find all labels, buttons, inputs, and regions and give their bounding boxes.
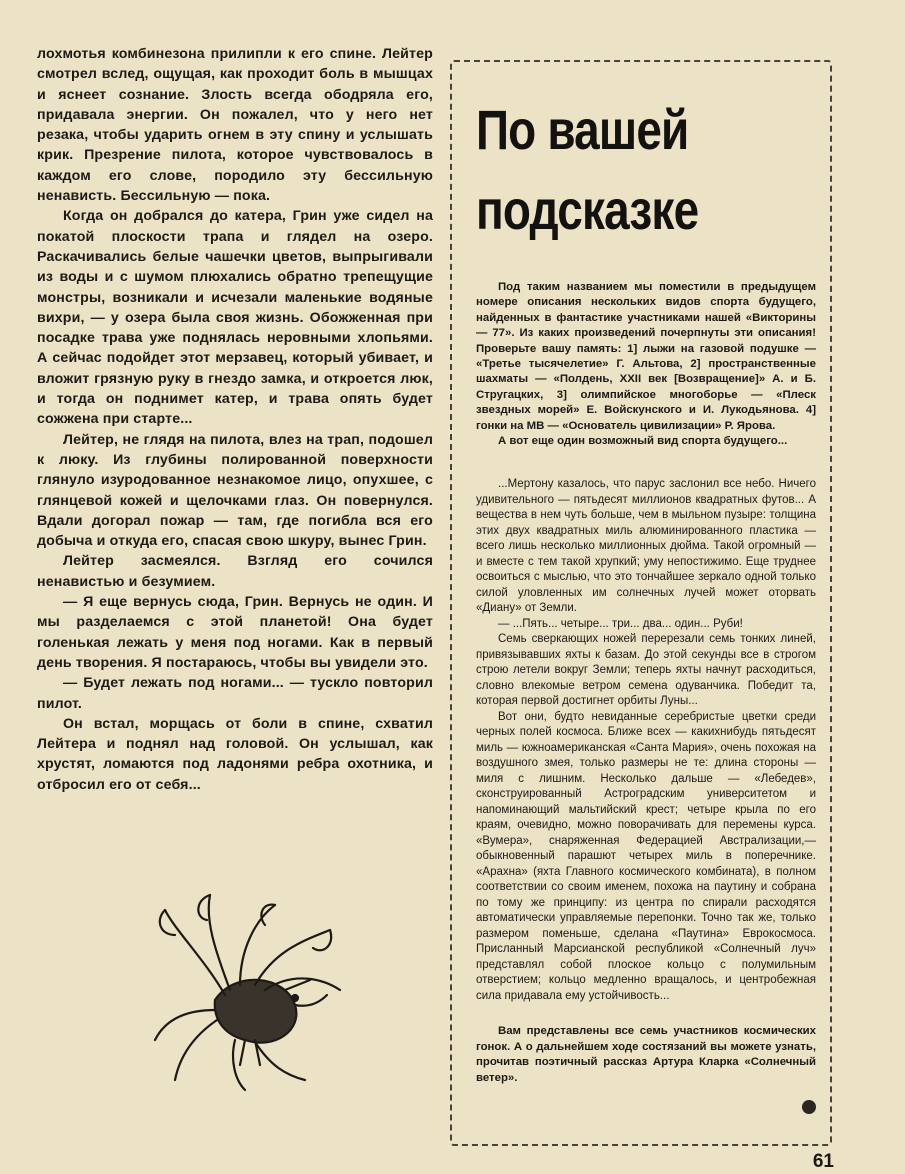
intro-paragraph: Под таким названием мы поместили в предыдущем номере описания нескольких видов спорта будущего, найденных в фантастике участниками нашей «Викторины — 77». Из каких произведений почерпнуты эти описания! Проверьте вашу память: 1] лыжи на газовой подушке — «Третье тысячелетие» Г. Альтова, 2] пространственные шахматы — «Полдень, XXII век [Возвращение]» А. и Б. Стругацких, 3] олимпийское многоборье — «Плеск звездных морей» Е. Войскунского и И. Лукодьянова. 4] гонки на МВ — «Основатель цивилизации» Р. Ярова. xyxy=(476,281,816,432)
box-story-excerpt xyxy=(476,477,816,1004)
paragraph: Когда он добрался до катера, Грин уже сидел на покатой плоскости трапа и глядел на озеро. Раскачивались белые чашечки цветов, выпрыгивали из воды и с шумом плюхались обратно трепещущие монстры, возникали и исчезали маленькие водяные вихри, — у озера была своя жизнь. Обожженная при посадке трава уже поднялась неровными хлопьями. А сейчас подойдет этот мерзавец, который убивает, и вложит грязную руку в гнездо замка, и откроется люк, и тогда он поднимет катер, и трава опять будет сожжена при старте... xyxy=(37,208,433,428)
outro-paragraph: Вам представлены все семь участников космических гонок. А о дальнейшем ходе состязаний вы можете узнать, прочитав поэтичный рассказ Артура Кларка «Солнечный ветер». xyxy=(476,1025,816,1084)
paragraph: — Я еще вернусь сюда, Грин. Вернусь не один. И мы разделаемся с этой планетой! Она будет голенькая лежать у меня под ногами. Как в первый день творения. Я постараюсь, чтобы вы увидели это. xyxy=(37,594,433,671)
paragraph: Лейтер засмеялся. Взгляд его сочился ненавистью и безумием. xyxy=(37,553,433,590)
story-paragraph: ...Мертону казалось, что парус заслонил все небо. Ничего удивительного — пятьдесят миллионов квадратных футов... А вещества в нем чуть больше, чем в мыльном пузыре: толщина этих двух квадратных миль алюминированного пластика — всего лишь несколько миллионных дюйма. Такой огромный — и вместе с тем такой хрупкий; уму непостижимо. Еще труднее освоиться с мыслью, что это тончайшее зеркало одной только силой уловленных им солнечных лучей может оторвать «Диану» от Земли. xyxy=(476,478,816,615)
right-column xyxy=(450,60,832,1174)
story-column-left xyxy=(37,44,433,1095)
story-paragraph: Вот они, будто невиданные серебристые цветки среди черных полей космоса. Ближе всех — какихнибудь пятьдесят миль — южноамериканская «Санта Мария», очень похожая на воздушного змея, только размеры не те: длина стороны — миля с лишним. Несколько дальше — «Лебедев», сконструированный Астроградским университетом и напоминающий мальтийский крест; четыре крыла по его краям, очевидно, можно поворачивать для перемены курса. «Вумера», снаряженная Федерацией Австрализации,— обыкновенный парашют четырех миль в поперечнике. «Арахна» (яхта Главного космического комбината), в полном соответствии со своим именем, похожа на паутину и собрана по тому же принципу: из центра по спирали расходятся автоматически управляемые перепонки. Точно так же, только размером поменьше, сделана «Паутина» Еврокосмоса. Присланный Марсианской республикой «Солнечный луч» представлял собой плоское кольцо с полумильным отверстием; кольцо медленно вращалось, и центробежная сила придавала ему устойчивость... xyxy=(476,710,816,1002)
paragraph: Лейтер, не глядя на пилота, влез на трап, подошел к люку. Из глубины полированной поверхности глянуло изуродованное незнакомое лицо, опухшее, с глянцевой кожей и щелочками глаз. Он повернулся. Вдали догорал пожар — там, где погибла вся его добыча и откуда его, спасая свою шкуру, вынес Грин. xyxy=(37,431,433,550)
bird-illustration xyxy=(145,890,345,1095)
story-paragraph: — ...Пять... четыре... три... два... один... Руби! xyxy=(498,617,743,630)
title-line-2: подсказке xyxy=(476,178,699,241)
box-title xyxy=(476,90,816,250)
intro-paragraph: А вот еще один возможный вид спорта будущего... xyxy=(498,435,788,448)
story-text xyxy=(37,44,433,795)
box-outro xyxy=(476,1024,816,1086)
paragraph: — Будет лежать под ногами... — тускло повторил пилот. xyxy=(37,675,433,712)
paragraph: Он встал, морщась от боли в спине, схватил Лейтера и поднял над головой. Он услышал, как хрустят, ломаются под ладонями ребра охотника, и отбросил его от себя... xyxy=(37,715,433,793)
paragraph: лохмотья комбинезона прилипли к его спине. Лейтер смотрел вслед, ощущая, как проходит боль в мышцах и яснеет сознание. Злость всегда ободряла его, придавала энергии. Он пожалел, что у него нет резака, чтобы ударить огнем в эту спину и услышать крик. Презрение пилота, которое чувствовалось в каждом его слове, породило эту бессильную ненависть. Бессильную — пока. xyxy=(37,46,433,205)
end-mark-icon xyxy=(802,1100,816,1114)
story-paragraph: Семь сверкающих ножей перерезали семь тонких линей, привязывавших яхты к базам. До этой секунды все в строгом строю летели вокруг Земли; теперь яхты начнут расходиться, словно влекомые ветром семена одуванчика. Победит та, которая первой достигнет орбиты Луны... xyxy=(476,633,816,708)
box-intro xyxy=(476,280,816,449)
end-row xyxy=(476,1086,816,1114)
title-line-1: По вашей xyxy=(476,98,689,161)
sidebar-box xyxy=(450,60,832,1146)
page-number: 61 xyxy=(812,1151,834,1173)
